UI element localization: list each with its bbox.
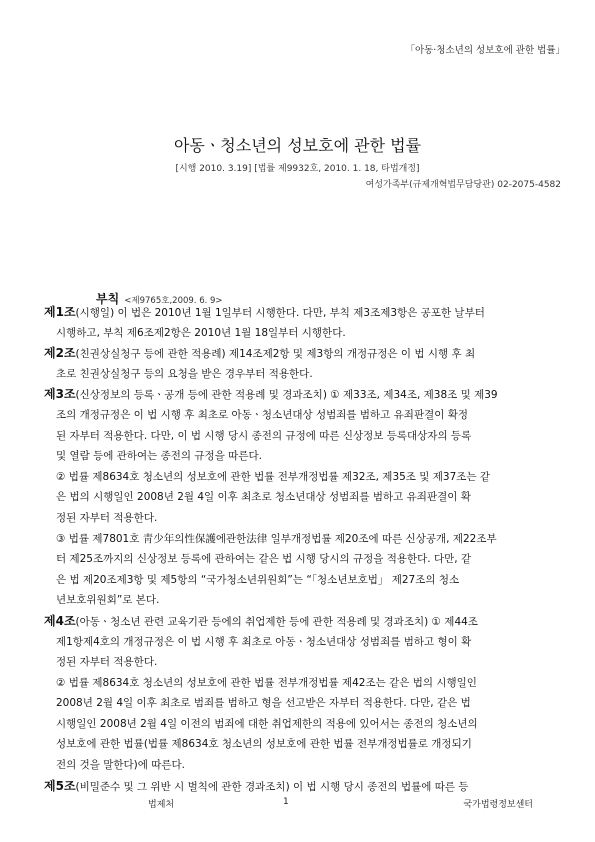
paragraph-line: 터 제25조까지의 신상정보 등록에 관하여는 같은 법 시행 당시의 규정을 적용한다. 다만, 같 [56, 553, 472, 566]
ministry-contact: 여성가족부(규제개혁법무담당관) 02-2075-4582 [365, 180, 561, 190]
article-number: 제1조 [44, 305, 76, 319]
article-line: 초로 친권상실청구 등의 요청을 받은 경우부터 적용한다. [56, 367, 313, 380]
article-5 [44, 776, 559, 797]
article-paragraph [44, 673, 559, 776]
article-4 [44, 611, 559, 776]
article-text: (아동ㆍ청소년 관련 교육기관 등에의 취업제한 등에 관한 적용례 및 경과조치) ① 제44조 [75, 615, 478, 628]
footer-publisher: 법제처 [148, 800, 175, 810]
article-number: 제2조 [44, 346, 76, 361]
article-number: 제4조 [44, 613, 76, 628]
article-number: 제3조 [44, 387, 76, 402]
article-text: (시행일) 이 법은 2010년 1월 1일부터 시행한다. 다만, 부칙 제3조제3항은 공포한 날부터 [75, 307, 485, 319]
article-line: 시행하고, 부칙 제6조제2항은 2010년 1월 18일부터 시행한다. [56, 326, 346, 339]
paragraph-line: 시행일인 2008년 2월 4일 이전의 범죄에 대한 취업제한의 적용에 있어서는 종전의 청소년의 [56, 717, 478, 730]
supplementary-title: 부칙 [96, 292, 120, 306]
article-paragraph [44, 529, 559, 611]
article-line [44, 343, 559, 364]
article-line [44, 302, 559, 323]
enforcement-info: [시행 2010. 3.19] [법률 제9932호, 2010. 1. 18, 타법개정] [175, 164, 420, 174]
footer-source: 국가법령정보센터 [463, 800, 533, 810]
paragraph-line: 년보호위원회”로 본다. [56, 594, 160, 607]
document-title: 아동ㆍ청소년의 성보호에 관한 법률 [173, 136, 422, 155]
running-head: 「아동·청소년의 성보호에 관한 법률」 [405, 45, 565, 56]
article-line: 조의 개정규정은 이 법 시행 후 최초로 아동ㆍ청소년대상 성범죄를 범하고 유죄판결이 확정 [56, 408, 469, 421]
article-number: 제5조 [44, 778, 76, 793]
article-1 [44, 302, 559, 343]
article-text: (비밀준수 및 그 위반 시 벌칙에 관한 경과조치) 이 법 시행 당시 종전의 법률에 따른 등 [75, 780, 469, 793]
articles-body [44, 302, 559, 796]
paragraph-line: ② 법률 제8634호 청소년의 성보호에 관한 법률 전부개정법률 제32조, 제35조 및 제37조는 같 [56, 470, 491, 483]
article-line [44, 611, 559, 632]
paragraph-line: 2008년 2월 4일 이후 최초로 범죄를 범하고 형을 선고받은 자부터 적용한다. 다만, 같은 법 [56, 697, 471, 710]
article-3 [44, 384, 559, 611]
article-line: 정된 자부터 적용한다. [56, 656, 158, 669]
paragraph-line: 전의 것을 말한다)에 따른다. [56, 759, 186, 772]
article-text: (친권상실청구 등에 관한 적용례) 제14조제2항 및 제3항의 개정규정은 이 법 시행 후 최 [75, 348, 476, 361]
article-line: 제1항제4호의 개정규정은 이 법 시행 후 최초로 아동ㆍ청소년대상 성범죄를 범하고 형이 확 [56, 635, 472, 648]
paragraph-line: 정된 자부터 적용한다. [56, 511, 158, 524]
article-text: (신상정보의 등록ㆍ공개 등에 관한 적용례 및 경과조치) ① 제33조, 제34조, 제38조 및 제39 [75, 389, 498, 402]
article-line [44, 776, 559, 797]
supplementary-date: <제9765호,2009. 6. 9> [124, 296, 223, 306]
article-line [44, 384, 559, 405]
paragraph-line: 은 법의 시행일인 2008년 2월 4일 이후 최초로 청소년대상 성범죄를 범하고 유죄판결이 확 [56, 491, 471, 504]
article-line: 및 열람 등에 관하여는 종전의 규정을 따른다. [56, 450, 262, 463]
paragraph-line: 성보호에 관한 법률(법률 제8634호 청소년의 성보호에 관한 법률 전부개정법률로 개정되기 [56, 738, 472, 751]
paragraph-line: ③ 법률 제7801호 靑少年의性保護에관한法律 일부개정법률 제20조에 따른 신상공개, 제22조부 [56, 532, 497, 545]
paragraph-line: 은 법 제20조제3항 및 제5항의 “국가청소년위원회”는 “「청소년보호법」 제27조의 청소 [56, 573, 460, 586]
article-paragraph [44, 467, 559, 529]
article-2 [44, 343, 559, 384]
article-line: 된 자부터 적용한다. 다만, 이 법 시행 당시 종전의 규정에 따른 신상정보 등록대상자의 등록 [56, 429, 472, 442]
page-number: 1 [283, 797, 289, 807]
paragraph-line: ② 법률 제8634호 청소년의 성보호에 관한 법률 전부개정법률 제42조는 같은 법의 시행일인 [56, 676, 477, 689]
